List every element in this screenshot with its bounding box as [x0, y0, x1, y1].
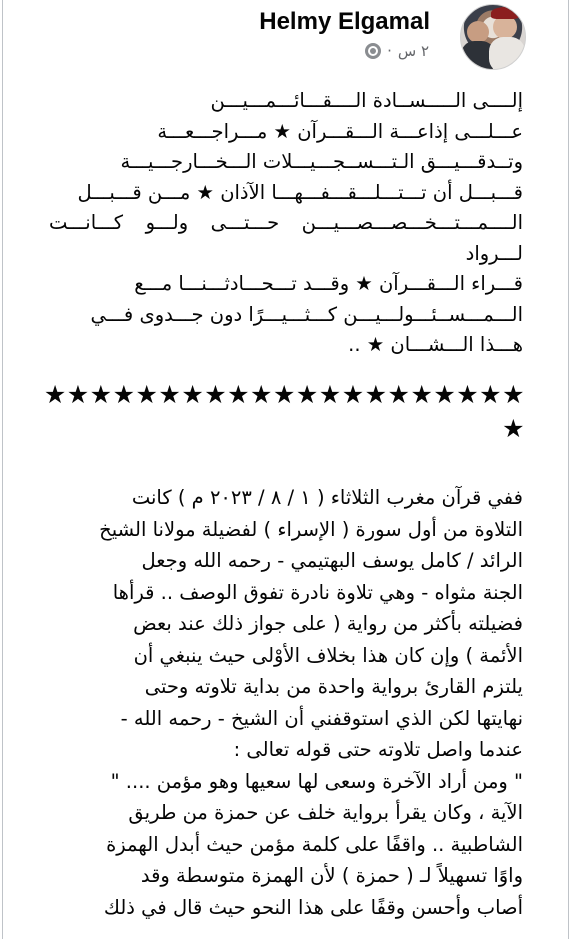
paragraph-line: الــــمـــتـــخـــصـــصـــيـــن حـــتـــى ولـــو كـــانـــت لـــرواد — [49, 211, 523, 265]
post-paragraph-2 — [49, 482, 523, 923]
author-name[interactable]: Helmy Elgamal — [259, 8, 430, 35]
paragraph-line: أصاب وأحسن وقفًا على هذا النحو حيث قال في ذلك — [103, 895, 523, 919]
paragraph-line: يلتزم القارئ برواية واحدة من بداية تلاوته وحتى — [144, 675, 523, 698]
paragraph-line: عـــلـــى إذاعـــة الـــقـــرآن ★ مـــراجـــعـــة — [157, 119, 523, 143]
post-meta — [365, 42, 429, 60]
paragraph-line: عندما واصل تلاوته حتى قوله تعالى : — [233, 738, 523, 761]
paragraph-line: واوًا تسهيلاً لـ ( حمزة ) لأن الهمزة متوسطة وقد — [140, 864, 523, 887]
globe-icon[interactable] — [365, 43, 381, 59]
paragraph-line: الجنة مثواه - وهي تلاوة نادرة تفوق الوصف .. قرأها — [112, 580, 523, 604]
paragraph-line: نهايتها لكن الذي استوقفني أن الشيخ - رحمه الله - — [120, 706, 523, 730]
paragraph-line: هـــذا الـــشـــان ★ .. — [348, 333, 523, 356]
paragraph-line: الرائد / كامل يوسف البهتيمي - رحمه الله وجعل — [141, 549, 523, 572]
paragraph-line: فضيلته بأكثر من رواية ( على جواز ذلك عند بعض — [133, 612, 523, 635]
paragraph-line: قـــبـــل أن تـــتـــلـــقـــفـــهـــا الآذان ★ مـــن قـــبـــل — [77, 180, 523, 204]
post-time[interactable]: ٢ س — [397, 42, 429, 60]
paragraph-line: وتــدقـــيـــق الـتـــســجـــيـــلات الـــخـــارجـــيـــة — [120, 150, 523, 173]
star-row: ★★★★★★★★★★★★★★★★★★★★★ — [43, 380, 525, 409]
paragraph-line: إلــــى الـــــســادة الــــقـــائـــمـــيـــن — [210, 89, 523, 112]
paragraph-line: قـــراء الـــقـــرآن ★ وقـــد تـــحـــادثـــنـــا مـــع — [134, 272, 523, 295]
star-divider — [43, 378, 525, 446]
post-header — [0, 0, 570, 72]
paragraph-line: الـــمـــســئـــولـــيـــن كـــثـــيـــرًا دون جـــدوى فـــي — [90, 302, 523, 326]
right-border — [568, 0, 569, 939]
paragraph-line: الشاطبية .. واقفًا على كلمة مؤمن حيث أبدل الهمزة — [106, 832, 523, 856]
paragraph-line: " ومن أراد الآخرة وسعى لها سعيها وهو مؤمن .... " — [110, 769, 523, 793]
avatar[interactable] — [460, 4, 526, 70]
paragraph-line: التلاوة من أول سورة ( الإسراء ) لفضيلة مولانا الشيخ — [99, 517, 523, 541]
paragraph-line: الأئمة ) وإن كان هذا بخلاف الأوْلى حيث ينبغي أن — [133, 643, 523, 667]
star-row: ★ — [502, 414, 525, 443]
post-paragraph-1 — [49, 86, 523, 361]
meta-separator: · — [387, 42, 392, 60]
paragraph-line: الآية ، وكان يقرأ برواية خلف عن حمزة من طريق — [128, 801, 523, 824]
paragraph-line: ففي قرآن مغرب الثلاثاء ( ١ / ٨ / ٢٠٢٣ م ) كانت — [131, 486, 523, 509]
left-border — [2, 0, 3, 939]
